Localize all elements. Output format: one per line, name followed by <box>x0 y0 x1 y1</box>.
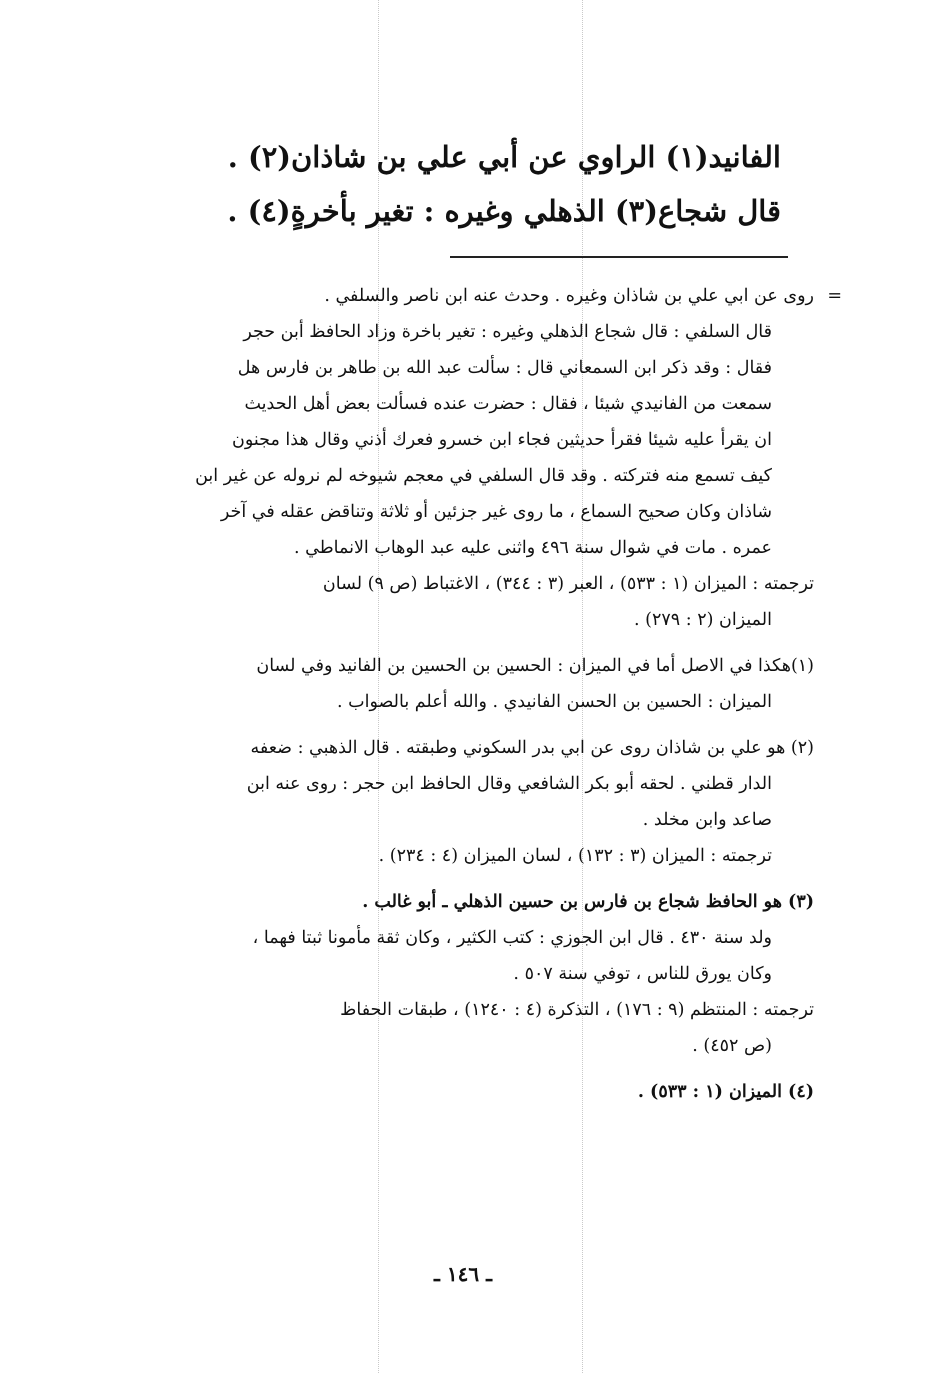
footnote-2 <box>88 730 814 874</box>
footnote-line: ان يقرأ عليه شيئا فقرأ حديثين فجاء ابن خسرو فعرك أذني وقال هذا مجنون <box>231 430 772 450</box>
footnote-divider <box>450 256 788 258</box>
footnote-line: عمره . مات في شوال سنة ٤٩٦ واثنى عليه عبد الوهاب الانماطي . <box>293 538 772 558</box>
main-line: قال شجاع(٣) الذهلي وغيره : تغير بأخرةٍ(٤) . <box>227 194 781 228</box>
main-text <box>181 130 781 238</box>
footnote-1 <box>88 648 814 720</box>
footnote-line: كيف تسمع منه فتركته . وقد قال السلفي في معجم شيوخه لم نروله عن غير ابن <box>195 466 772 486</box>
footnote-line: الدار قطني . لحقه أبو بكر الشافعي وقال الحافظ ابن حجر : روى عنه ابن <box>246 774 772 794</box>
footnote-line: ترجمته : الميزان (٣ : ١٣٢) ، لسان الميزان (٤ : ٢٣٤) . <box>378 846 772 866</box>
footnote-3 <box>88 884 814 1064</box>
footnote-line: (٣) هو الحافظ شجاع بن فارس بن حسين الذهلي ـ أبو غالب . <box>362 892 814 912</box>
footnote-line: وكان يورق للناس ، توفي سنة ٥٠٧ . <box>513 964 772 984</box>
footnote-line: ولد سنة ٤٣٠ . قال ابن الجوزي : كتب الكثير ، وكان ثقة مأمونا ثبتا فهما ، <box>252 928 772 948</box>
footnotes <box>88 278 842 1120</box>
footnote-line: (ص ٤٥٢) . <box>692 1036 772 1056</box>
footnote-line: فقال : وقد ذكر ابن السمعاني قال : سألت عبد الله بن طاهر بن فارس هل <box>237 358 772 378</box>
footnote-line: الميزان : الحسين بن الحسن الفانيدي . والله أعلم بالصواب . <box>337 692 772 712</box>
footnote-continuation <box>88 278 842 638</box>
footnote-4 <box>88 1074 814 1110</box>
footnote-line: (١)هكذا في الاصل أما في الميزان : الحسين بن الحسين بن الفانيد وفي لسان <box>256 656 814 676</box>
main-line: الفانيد(١) الراوي عن أبي علي بن شاذان(٢) . <box>227 140 781 174</box>
footnote-line: ترجمته : الميزان (١ : ٥٣٣) ، العبر (٣ : ٣٤٤) ، الاغتباط (ص ٩) لسان <box>322 574 814 594</box>
page-number: ـ ١٤٦ ـ <box>434 1262 492 1286</box>
footnote-line: صاعد وابن مخلد . <box>642 810 772 830</box>
footnote-line: (٤) الميزان (١ : ٥٣٣) . <box>637 1082 814 1102</box>
footnote-line: الميزان (٢ : ٢٧٩) . <box>634 610 772 630</box>
footnote-line: (٢) هو علي بن شاذان روى عن ابي بدر السكوني وطبقته . قال الذهبي : ضعفه <box>250 738 814 758</box>
footnote-line: ترجمته : المنتظم (٩ : ١٧٦) ، التذكرة (٤ : ١٢٤٠) ، طبقات الحفاظ <box>340 1000 814 1020</box>
footnote-line: شاذان وكان صحيح السماع ، ما روى غير جزئين أو ثلاثة وتناقض عقله في آخر <box>220 502 772 522</box>
footnote-line: روى عن ابي علي بن شاذان وغيره . وحدث عنه ابن ناصر والسلفي . <box>324 286 814 306</box>
continuation-marker: = <box>827 286 842 306</box>
footnote-line: قال السلفي : قال شجاع الذهلي وغيره : تغير باخرة وزاد الحافظ أبن حجر <box>243 322 772 342</box>
footnote-line: سمعت من الفانيدي شيئا ، فقال : حضرت عنده فسألت بعض أهل الحديث <box>244 394 772 414</box>
